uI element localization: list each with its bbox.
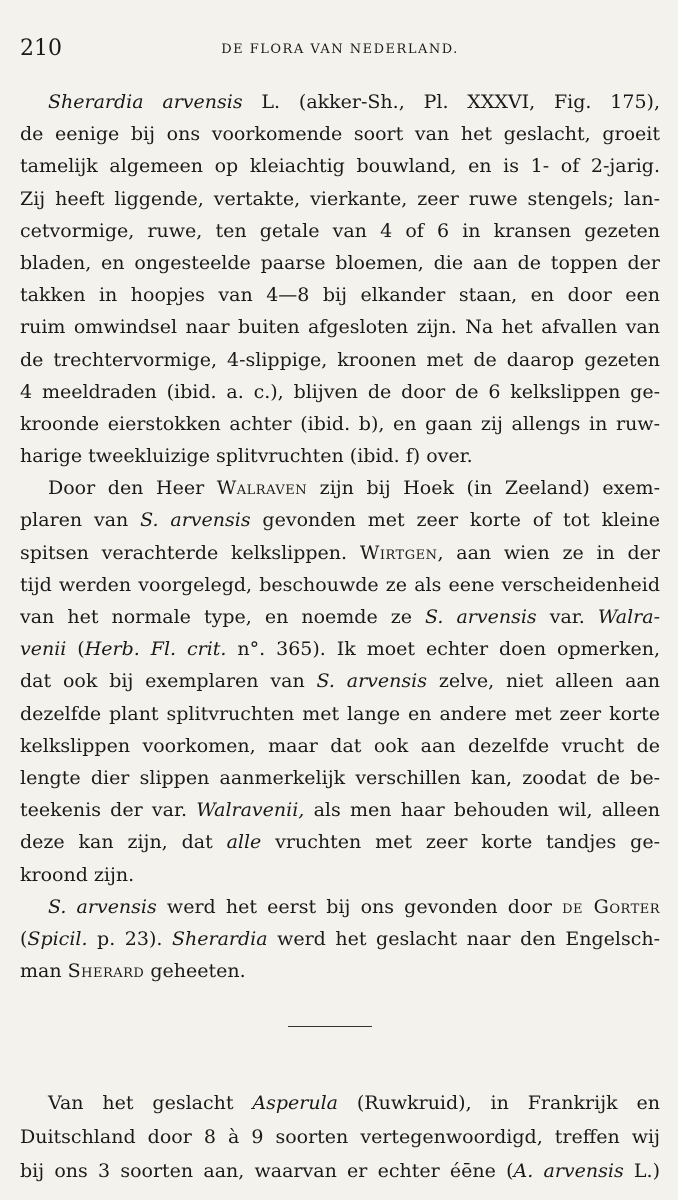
page-header xyxy=(20,36,660,66)
text-line: lengte dier slippen aanmerkelijk verschillen kan, zoodat de be- xyxy=(20,766,660,789)
text-fragment: werd het geslacht naar den Engelsch- xyxy=(267,927,660,950)
variety-name: Walravenii, xyxy=(196,799,305,822)
text-line: de trechtervormige, 4-slippige, kroonen met de daarop gezeten xyxy=(20,348,660,371)
text-fragment: man xyxy=(20,960,68,983)
person-name: Walraven xyxy=(216,477,308,500)
text-fragment: plaren van xyxy=(20,509,141,532)
page-body xyxy=(20,86,660,987)
text-line xyxy=(20,826,660,858)
text-line: takken in hoopjes van 4—8 bij elkander staan, en door een xyxy=(20,284,660,307)
text-line: de eenige bij ons voorkomende soort van het geslacht, groeit xyxy=(20,123,660,146)
text-fragment: werd het eerst bij ons gevonden door xyxy=(156,895,563,918)
text-line: tamelijk algemeen op kleiachtig bouwland, en is 1- of 2-jarig. xyxy=(20,155,660,178)
text-line xyxy=(20,955,660,987)
text-fragment: ( xyxy=(66,638,85,661)
species-name: S. arvensis xyxy=(48,895,157,918)
text-line: Duitschland door 8 à 9 soorten vertegenwoordigd, treffen wij xyxy=(20,1126,660,1148)
species-name: Sherardia arvensis xyxy=(48,91,243,113)
text-fragment: zelve, niet alleen aan xyxy=(426,670,660,693)
genus-name: Asperula xyxy=(252,1092,338,1114)
text-line xyxy=(20,86,660,118)
text-fragment: zijn bij Hoek (in Zeeland) exem- xyxy=(307,477,660,500)
text-line xyxy=(20,891,660,923)
text-line: bladen, en ongesteelde paarse bloemen, die aan de toppen der xyxy=(20,251,660,274)
text-line xyxy=(20,1154,660,1188)
text-line: kelkslippen voorkomen, maar dat ook aan dezelfde vrucht de xyxy=(20,734,660,757)
text-fragment: vruchten met zeer korte tandjes ge- xyxy=(261,831,660,854)
text-fragment: (Ruwkruid), in Frankrijk en xyxy=(338,1092,660,1114)
text-fragment: L. (akker-Sh., Pl. XXXVI, Fig. 175), xyxy=(242,91,660,113)
species-name: S. arvensis xyxy=(140,509,251,532)
text-line: dezelfde plant splitvruchten met lange en andere met zeer korte xyxy=(20,702,660,725)
running-head: DE FLORA VAN NEDERLAND. xyxy=(221,42,459,57)
person-name: de Gorter xyxy=(562,895,660,918)
variety-name: Walra- xyxy=(597,606,660,628)
person-name: Wirtgen xyxy=(359,541,438,564)
paragraph-walravenii xyxy=(20,472,660,890)
text-line xyxy=(20,472,660,504)
paragraph-sherardia xyxy=(20,86,660,472)
species-name: S. arvensis xyxy=(316,670,427,693)
text-line: kroonde eierstokken achter (ibid. b), en gaan zij allengs in ruw- xyxy=(20,412,660,435)
species-name: A. arvensis xyxy=(513,1160,624,1182)
text-line: cetvormige, ruwe, ten getale van 4 of 6 in kransen gezeten xyxy=(20,219,660,242)
page-body-continued xyxy=(20,1086,660,1188)
text-fragment: , aan wien ze in der xyxy=(437,541,660,564)
text-line: harige tweekluizige splitvruchten (ibid. f) over. xyxy=(20,445,473,468)
paragraph-asperula xyxy=(20,1086,660,1188)
text-fragment: teekenis der var. xyxy=(20,799,197,822)
text-fragment: gevonden met zeer korte of tot kleine xyxy=(250,509,660,532)
citation: Spicil. xyxy=(27,927,88,950)
variety-name: venii xyxy=(20,638,67,661)
genus-name: Sherardia xyxy=(171,927,268,950)
emphasis: alle xyxy=(226,831,262,854)
text-fragment: spitsen verachterde kelkslippen. xyxy=(20,541,360,564)
text-line: Zij heeft liggende, vertakte, vierkante, zeer ruwe stengels; lan- xyxy=(20,187,660,210)
text-fragment: p. 23). xyxy=(87,927,172,950)
species-name: S. arvensis xyxy=(425,606,537,628)
text-fragment: Door den Heer xyxy=(48,477,217,500)
paragraph-history xyxy=(20,891,660,988)
text-fragment: als men haar behouden wil, alleen xyxy=(304,799,660,822)
text-fragment: dat ook bij exemplaren van xyxy=(20,670,317,693)
text-fragment: n°. 365). Ik moet echter doen opmerken, xyxy=(226,638,660,661)
text-fragment: var. xyxy=(536,606,598,628)
text-line xyxy=(20,601,660,633)
section-divider xyxy=(288,1026,372,1027)
citation: Herb. Fl. crit. xyxy=(84,638,227,661)
text-line xyxy=(20,504,660,536)
text-fragment: bij ons 3 soorten aan, waarvan er echter éēne ( xyxy=(20,1160,514,1182)
page-number: 210 xyxy=(20,36,62,61)
text-line xyxy=(20,537,660,569)
text-fragment: deze kan zijn, dat xyxy=(20,831,227,854)
text-line: ruim omwindsel naar buiten afgesloten zijn. Na het afvallen van xyxy=(20,316,660,339)
text-line: 4 meeldraden (ibid. a. c.), blijven de door de 6 kelkslippen ge- xyxy=(20,380,660,403)
person-name: Sherard xyxy=(67,960,145,983)
text-fragment: ( xyxy=(20,927,28,950)
text-line: tijd werden voorgelegd, beschouwde ze als eene verscheidenheid xyxy=(20,573,660,596)
text-line: kroond zijn. xyxy=(20,863,135,886)
text-fragment: L.) xyxy=(623,1160,660,1182)
text-line xyxy=(20,665,660,697)
text-line xyxy=(20,1086,660,1120)
text-fragment: van het normale type, en noemde ze xyxy=(20,606,426,628)
text-line xyxy=(20,923,660,955)
text-fragment: Van het geslacht xyxy=(48,1092,253,1114)
text-fragment: geheeten. xyxy=(144,960,246,983)
text-line xyxy=(20,633,660,665)
text-line xyxy=(20,794,660,826)
